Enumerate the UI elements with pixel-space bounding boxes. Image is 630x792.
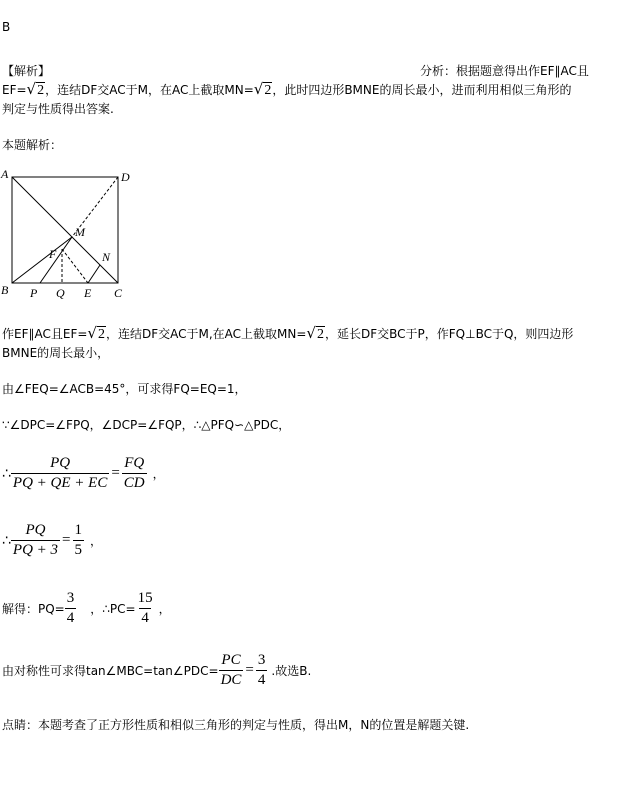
- analysis-line-3: 判定与性质得出答案.: [2, 102, 114, 116]
- analysis-line-1: 分析：根据题意得出作EF∥AC且: [420, 64, 589, 78]
- label-c: C: [114, 286, 123, 300]
- segment-ne: [88, 265, 100, 283]
- fraction: $\frac{15}{4}$: [137, 590, 153, 626]
- formula-similarity-2: ∴ $\frac{PQ}{PQ + 3}$ = $\frac{1}{5}$ ，: [2, 522, 103, 558]
- label-e: E: [84, 286, 92, 300]
- jiexi-label: 【解析】: [2, 64, 51, 78]
- solution-line-2: BMNE的周长最小，: [2, 346, 110, 360]
- dashed-fe: [62, 249, 88, 283]
- fraction: $\frac{3}{4}$: [257, 652, 266, 688]
- label-d: D: [121, 170, 130, 184]
- geometry-diagram: [0, 165, 140, 305]
- sqrt-2: √2: [87, 324, 105, 342]
- sqrt-2: √2: [306, 324, 324, 342]
- benti-label: 本题解析：: [2, 138, 63, 152]
- answer-text: B: [2, 20, 11, 34]
- formula-similarity-1: ∴ $\frac{PQ}{PQ + QE + EC}$ = $\frac{FQ}{CD}$ ，: [2, 455, 165, 491]
- sqrt-2: √2: [253, 80, 272, 98]
- fraction: $\frac{PQ}{PQ + 3}$: [12, 522, 59, 558]
- label-q: Q: [56, 286, 65, 300]
- solution-line-4: ∵∠DPC=∠FPQ，∠DCP=∠FQP，∴△PFQ∽△PDC，: [2, 418, 291, 432]
- solution-line-3: 由∠FEQ=∠ACB=45°，可求得FQ=EQ=1，: [2, 382, 247, 396]
- solution-solve-line: 解得：PQ= $\frac{3}{4}$ ，∴PC= $\frac{15}{4}$ ，: [2, 590, 171, 626]
- solution-tan-line: 由对称性可求得tan∠MBC=tan∠PDC= $\frac{PC}{DC}$ = $\frac{3}{4}$ .故选B.: [2, 652, 312, 688]
- fraction: $\frac{FQ}{CD}$: [123, 455, 145, 491]
- solution-line-1: 作EF∥AC且EF=√2，连结DF交AC于M,在AC上截取MN=√2，延长DF交BC于P，作FQ⊥BC于Q，则四边形: [2, 324, 574, 342]
- fraction: $\frac{PQ}{PQ + QE + EC}$: [12, 455, 108, 491]
- fraction: $\frac{PC}{DC}$: [220, 652, 242, 688]
- analysis-line-2: EF=√2，连结DF交AC于M，在AC上截取MN=√2，此时四边形BMNE的周长最小，进而利用相似三角形的: [2, 80, 572, 98]
- label-m: M: [75, 225, 85, 239]
- sqrt-2: √2: [26, 80, 45, 98]
- label-a: A: [1, 167, 9, 181]
- diagonal-ac: [12, 177, 118, 283]
- segment-bm: [12, 237, 72, 283]
- label-f: F: [49, 247, 57, 261]
- fraction: $\frac{1}{5}$: [74, 522, 83, 558]
- fraction: $\frac{3}{4}$: [66, 590, 75, 626]
- dianjing-text: 点睛：本题考查了正方形性质和相似三角形的判定与性质，得出M，N的位置是解题关键.: [2, 718, 470, 732]
- label-n: N: [102, 250, 111, 264]
- label-b: B: [1, 283, 9, 297]
- label-p: P: [30, 286, 38, 300]
